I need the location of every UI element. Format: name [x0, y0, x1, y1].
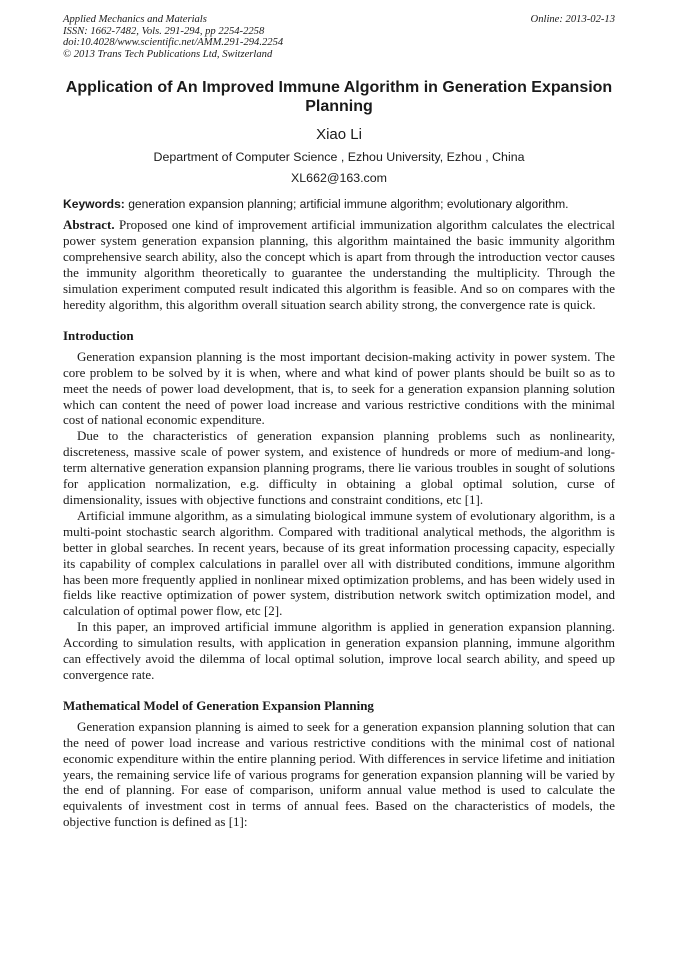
doi-line: doi:10.4028/www.scientific.net/AMM.291-294.2254 [63, 37, 284, 49]
paragraph: Generation expansion planning is the most important decision-making activity in power system. The core problem to be solved by it is when, where and what kind of power plants should be built so as to meet the needs of power load development, that is, to seek for a generation expansion planning solution which can content the need of power load increase and various restrictive conditions with the minimal cost of national economic expenditure. [63, 348, 615, 428]
keywords [63, 197, 615, 211]
abstract-text: Proposed one kind of improvement artificial immunization algorithm calculates the electrical power system generation expansion planning, this algorithm maintained the basic immunity algorithm comprehensive search ability, also the concept which is apart from through the introduction vector causes the immunity algorithm theoretically to guarantee the understanding the multiplicity. Through the simulation experiment computed result indicated this algorithm is feasible. And so on compares with the heredity algorithm, this algorithm overall situation search ability strong, the convergence rate is quick. [63, 217, 616, 312]
author-name: Xiao Li [316, 126, 362, 144]
section-mathematical-model [63, 698, 615, 830]
section-introduction [63, 328, 615, 683]
abstract-label: Abstract. [63, 217, 115, 233]
section-heading: Introduction [63, 327, 134, 343]
online-date: Online: 2013-02-13 [530, 14, 615, 25]
keywords-label: Keywords: [63, 197, 125, 212]
section-heading: Mathematical Model of Generation Expansion Planning [63, 697, 374, 713]
copyright-line: © 2013 Trans Tech Publications Ltd, Switzerland [63, 48, 273, 60]
paper-page [63, 14, 615, 830]
keywords-text: generation expansion planning; artificial immune algorithm; evolutionary algorithm. [128, 197, 569, 212]
paragraph: Artificial immune algorithm, as a simulating biological immune system of evolutionary algorithm, is a multi-point stochastic search algorithm. Compared with traditional analytical methods, the algorithm is better in global searches. In recent years, because of its great information processing capacity, especially its capability of complex calculations in parallel over all with distributed conditions, immune algorithm has been more frequently applied in nonlinear mixed optimization problems, and has been widely used in fields like reactive optimization of power system, distribution network switch optimization model, and calculation of optimal power flow, etc [2]. [63, 507, 615, 619]
journal-header [63, 14, 615, 60]
abstract [63, 217, 615, 312]
author-affiliation: Department of Computer Science , Ezhou University, Ezhou , China [153, 150, 525, 165]
issn-line: ISSN: 1662-7482, Vols. 291-294, pp 2254-2258 [63, 25, 265, 37]
paper-title: Application of An Improved Immune Algorithm in Generation Expansion Planning [65, 79, 613, 116]
paragraph: In this paper, an improved artificial immune algorithm is applied in generation expansion planning. According to simulation results, with application in generation expansion planning, immune algorithm can effectively avoid the dilemma of local optimal solution, improve local search ability, and speed up convergence rate. [63, 619, 615, 682]
journal-name: Applied Mechanics and Materials [63, 14, 207, 25]
paragraph: Due to the characteristics of generation expansion planning problems such as nonlinearity, discreteness, massive scale of power system, and existence of hundreds or more of medium-and long-term alternative generation expansion planning programs, there lie various troubles in sought of solutions for application normalization, e.g. difficulty in obtaining a global optimal solution, curse of dimensionality, issues with objective functions and constraint conditions, etc [1]. [63, 428, 615, 507]
author-email: XL662@163.com [291, 171, 387, 186]
paragraph: Generation expansion planning is aimed to seek for a generation expansion planning solution that can the need of power load increase and various restrictive conditions with the minimal cost of national economic expenditure within the entire planning period. With differences in service lifetime and initiation years, the remaining service life of various programs for generation expansion planning will be varied by the end of planning. For ease of comparison, uniform annual value method is used to calculate the equivalents of investment cost in terms of annual fees. Based on the characteristics of models, the objective function is defined as [1]: [63, 718, 615, 830]
